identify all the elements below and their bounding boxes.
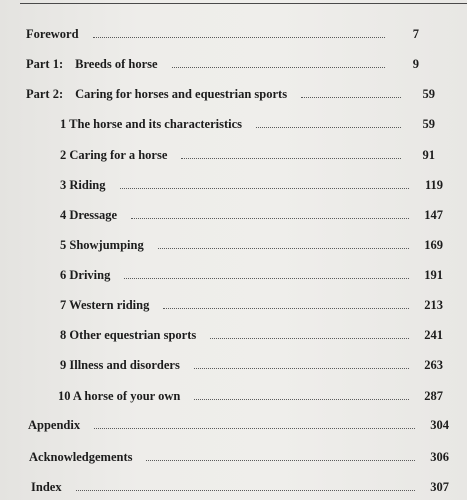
dot-leader: [131, 218, 409, 219]
dot-leader: [256, 127, 401, 128]
top-rule: [20, 3, 467, 4]
toc-page-number: 59: [422, 87, 435, 101]
dot-leader: [163, 308, 409, 309]
toc-entry-index: [31, 480, 449, 498]
toc-entry-label: 2 Caring for a horse: [60, 148, 168, 162]
dot-leader: [158, 248, 409, 249]
dot-leader: [194, 399, 409, 400]
toc-entry-foreword: [26, 27, 419, 45]
toc-entry-part-2: [26, 87, 435, 105]
toc-entry-label: Caring for horses and equestrian sports: [75, 87, 288, 101]
toc-page-number: 263: [424, 358, 443, 372]
dot-leader: [146, 460, 415, 461]
toc-page-number: 213: [424, 298, 443, 312]
toc-page-number: 147: [424, 208, 443, 222]
toc-entry-label: Appendix: [28, 418, 81, 432]
dot-leader: [124, 278, 409, 279]
toc-chapter-6: [60, 268, 443, 286]
toc-page-number: 7: [412, 27, 419, 41]
toc-page-number: 91: [422, 148, 435, 162]
toc-chapter-3: [60, 178, 443, 196]
toc-entry-label: 9 Illness and disorders: [60, 358, 180, 372]
toc-chapter-9: [60, 358, 443, 376]
toc-entry-label: Index: [31, 480, 62, 494]
toc-chapter-8: [60, 328, 443, 346]
dot-leader: [76, 490, 415, 491]
toc-entry-label: 6 Driving: [60, 268, 111, 282]
toc-page-number: 119: [424, 178, 443, 192]
toc-entry-part-1: [26, 57, 419, 75]
toc-chapter-7: [60, 298, 443, 316]
toc-page-number: 307: [430, 480, 449, 494]
dot-leader: [301, 97, 401, 98]
toc-part-label: Part 2:: [26, 87, 64, 101]
toc-entry-label: 10 A horse of your own: [58, 389, 181, 403]
toc-entry-label: 7 Western riding: [60, 298, 150, 312]
dot-leader: [194, 368, 409, 369]
toc-page-number: 241: [424, 328, 443, 342]
toc-chapter-5: [60, 238, 443, 256]
toc-entry-label: 3 Riding: [60, 178, 106, 192]
toc-entry-appendix: [28, 418, 449, 436]
toc-entry-label: Breeds of horse: [75, 57, 158, 71]
toc-chapter-1: [60, 117, 435, 135]
toc-page-number: 191: [424, 268, 443, 282]
dot-leader: [93, 37, 385, 38]
toc-entry-label: 8 Other equestrian sports: [60, 328, 197, 342]
dot-leader: [181, 158, 401, 159]
toc-page-number: 304: [430, 418, 449, 432]
toc-page-number: 59: [422, 117, 435, 131]
toc-chapter-4: [60, 208, 443, 226]
toc-page-number: 287: [424, 389, 443, 403]
dot-leader: [172, 67, 385, 68]
dot-leader: [94, 428, 415, 429]
toc-part-label: Part 1:: [26, 57, 64, 71]
toc-entry-label: Foreword: [26, 27, 79, 41]
toc-chapter-10: [58, 389, 443, 407]
toc-page-number: 9: [412, 57, 419, 71]
toc-entry-label: 4 Dressage: [60, 208, 118, 222]
toc-entry-label: 5 Showjumping: [60, 238, 144, 252]
dot-leader: [120, 188, 409, 189]
dot-leader: [210, 338, 409, 339]
toc-entry-label: 1 The horse and its characteristics: [60, 117, 243, 131]
toc-page-number: 306: [430, 450, 449, 464]
toc-entry-label: Acknowledgements: [29, 450, 133, 464]
toc-entry-acknowledgements: [29, 450, 449, 468]
toc-page-number: 169: [424, 238, 443, 252]
toc-chapter-2: [60, 148, 435, 166]
